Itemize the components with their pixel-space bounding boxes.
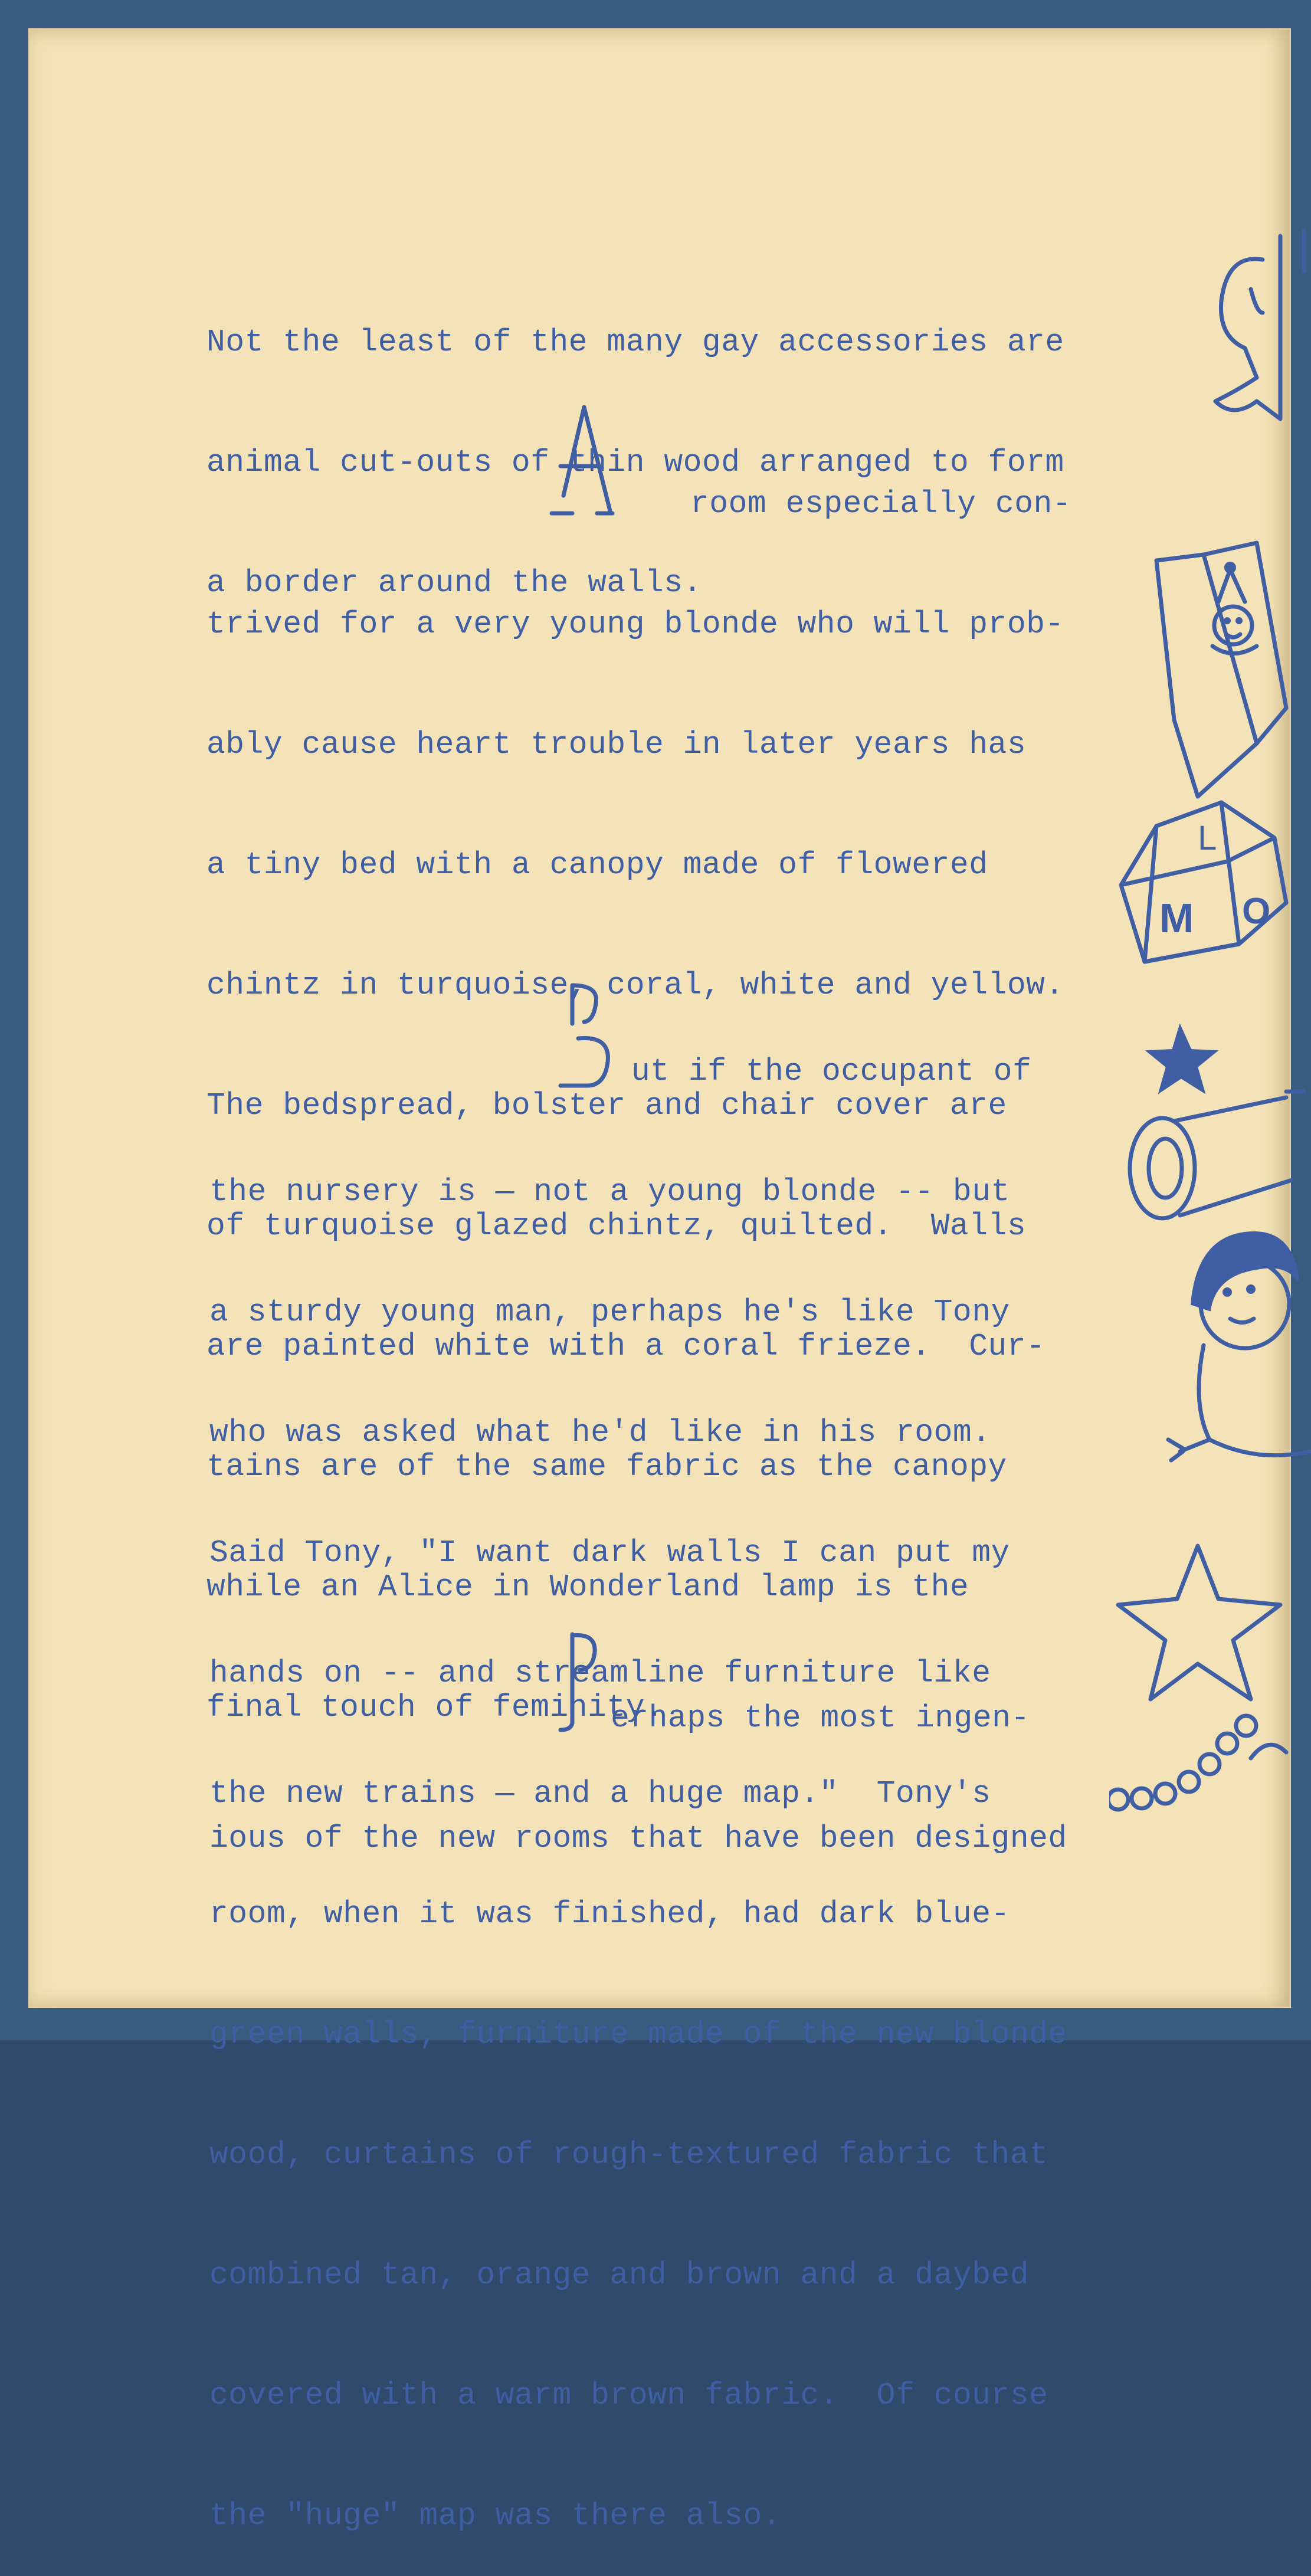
text-line: who was asked what he'd like in his room.: [209, 1415, 991, 1450]
text-line: animal cut-outs of thin wood arranged to form: [207, 445, 1064, 480]
text-line: the "huge" map was there also.: [209, 2498, 782, 2534]
paragraph-2-first-line: room especially con-: [690, 486, 1072, 522]
paragraph-4: [209, 1738, 1067, 1899]
doll-icon: [1168, 1233, 1310, 1460]
doodle-strip: [1109, 224, 1311, 1876]
text-line: chintz in turquoise, coral, white and yellow.: [207, 968, 1064, 1003]
text-line: room, when it was finished, had dark blue-: [209, 1896, 1010, 1932]
text-line: are painted white with a coral frieze. Cur-: [207, 1329, 1045, 1364]
text-line: trived for a very young blonde who will prob-: [207, 607, 1064, 642]
text-line: covered with a warm brown fabric. Of course: [209, 2378, 1048, 2413]
text-line: tains are of the same fabric as the canopy: [207, 1449, 1007, 1484]
star-icon: [1148, 1027, 1215, 1092]
text-line: the new trains — and a huge map." Tony's: [209, 1776, 991, 1811]
margin-doodles: [1109, 224, 1311, 1876]
block-letter-l: L: [1198, 819, 1217, 857]
text-line: the nursery is — not a young blonde -- but: [209, 1174, 1010, 1210]
jack-in-the-box-icon: [1156, 543, 1286, 797]
text-line: Said Tony, "I want dark walls I can put my: [209, 1535, 1010, 1571]
paragraph-3-first-line: ut if the occupant of: [631, 1054, 1032, 1089]
text-line: Not the least of the many gay accessories are: [207, 325, 1064, 360]
text-line: ably cause heart trouble in later years has: [207, 727, 1027, 762]
drop-initial-b: [555, 979, 625, 1092]
text-line: while an Alice in Wonderland lamp is the: [207, 1569, 969, 1605]
large-star-icon: [1118, 1546, 1280, 1699]
text-line: green walls, furniture made of the new blonde: [209, 2017, 1067, 2052]
text-line: a border around the walls.: [207, 565, 702, 601]
text-line: wood, curtains of rough-textured fabric that: [209, 2137, 1048, 2172]
drop-initial-a: [549, 401, 643, 519]
toy-telescope-icon: [1130, 1092, 1304, 1218]
text-line: of turquoise glazed chintz, quilted. Walls: [207, 1208, 1027, 1244]
text-line: hands on -- and streamline furniture like: [209, 1656, 991, 1691]
paragraph-4-first-line: erhaps the most ingen-: [611, 1700, 1030, 1736]
text-line: combined tan, orange and brown and a daybed: [209, 2257, 1030, 2293]
chain-beads-icon: [1109, 1716, 1286, 1810]
block-letter-o: O: [1242, 891, 1271, 932]
text-line: a sturdy young man, perhaps he's like Tony: [209, 1294, 1010, 1330]
text-line: The bedspread, bolster and chair cover are: [207, 1088, 1007, 1123]
elephant-icon: [1215, 230, 1304, 419]
text-line: a tiny bed with a canopy made of flowered: [207, 847, 988, 883]
alphabet-block-icon: [1121, 802, 1286, 962]
text-line: final touch of feminity.: [207, 1690, 664, 1725]
block-letter-m: M: [1159, 895, 1194, 941]
text-line: ious of the new rooms that have been designed: [209, 1821, 1067, 1856]
drop-initial-p: [555, 1628, 614, 1735]
